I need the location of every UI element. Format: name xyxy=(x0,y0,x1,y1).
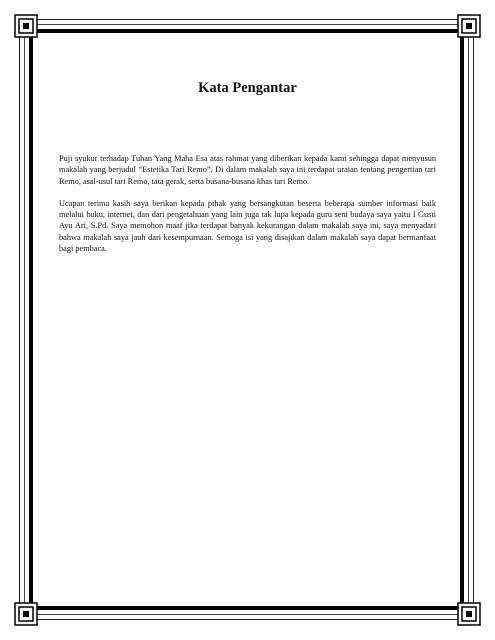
greek-key-corner-icon xyxy=(14,14,38,38)
greek-key-corner-icon xyxy=(14,602,38,626)
page-title: Kata Pengantar xyxy=(198,80,297,96)
page-border-inner xyxy=(29,29,464,610)
paragraph: Ucapan terima kasih saya berikan kepada pihak yang bersangkutan beserta beberapa sumber informasi baik melalui buku, internet, dan dari pengetahuan yang lain juga tak lupa kepada guru seni budaya saya yaitu I Gusti Ayu Ari, S.Pd. Saya memohon maaf jika terdapat banyak kekurangan dalam makalah saya ini, saya menyadari bahwa makalah saya jauh dari kesempurnaan. Semoga isi yang disajikan dalam makalah saya dapat bermanfaat bagi pembaca. xyxy=(59,198,436,254)
greek-key-corner-icon xyxy=(457,602,481,626)
document-body xyxy=(59,153,436,265)
greek-key-corner-icon xyxy=(457,14,481,38)
paragraph: Puji syukur terhadap Tuhan Yang Maha Esa atas rahmat yang diberikan kepada kami sehingga dapat menyusun makalah yang berjudul “Estetika Tari Remo”. Di dalam makalah saya ini terdapat uraian tentang pengertian tari Remo, asal-usul tari Remo, tata gerak, serta busana-busana khas tari Remo. xyxy=(59,154,436,186)
